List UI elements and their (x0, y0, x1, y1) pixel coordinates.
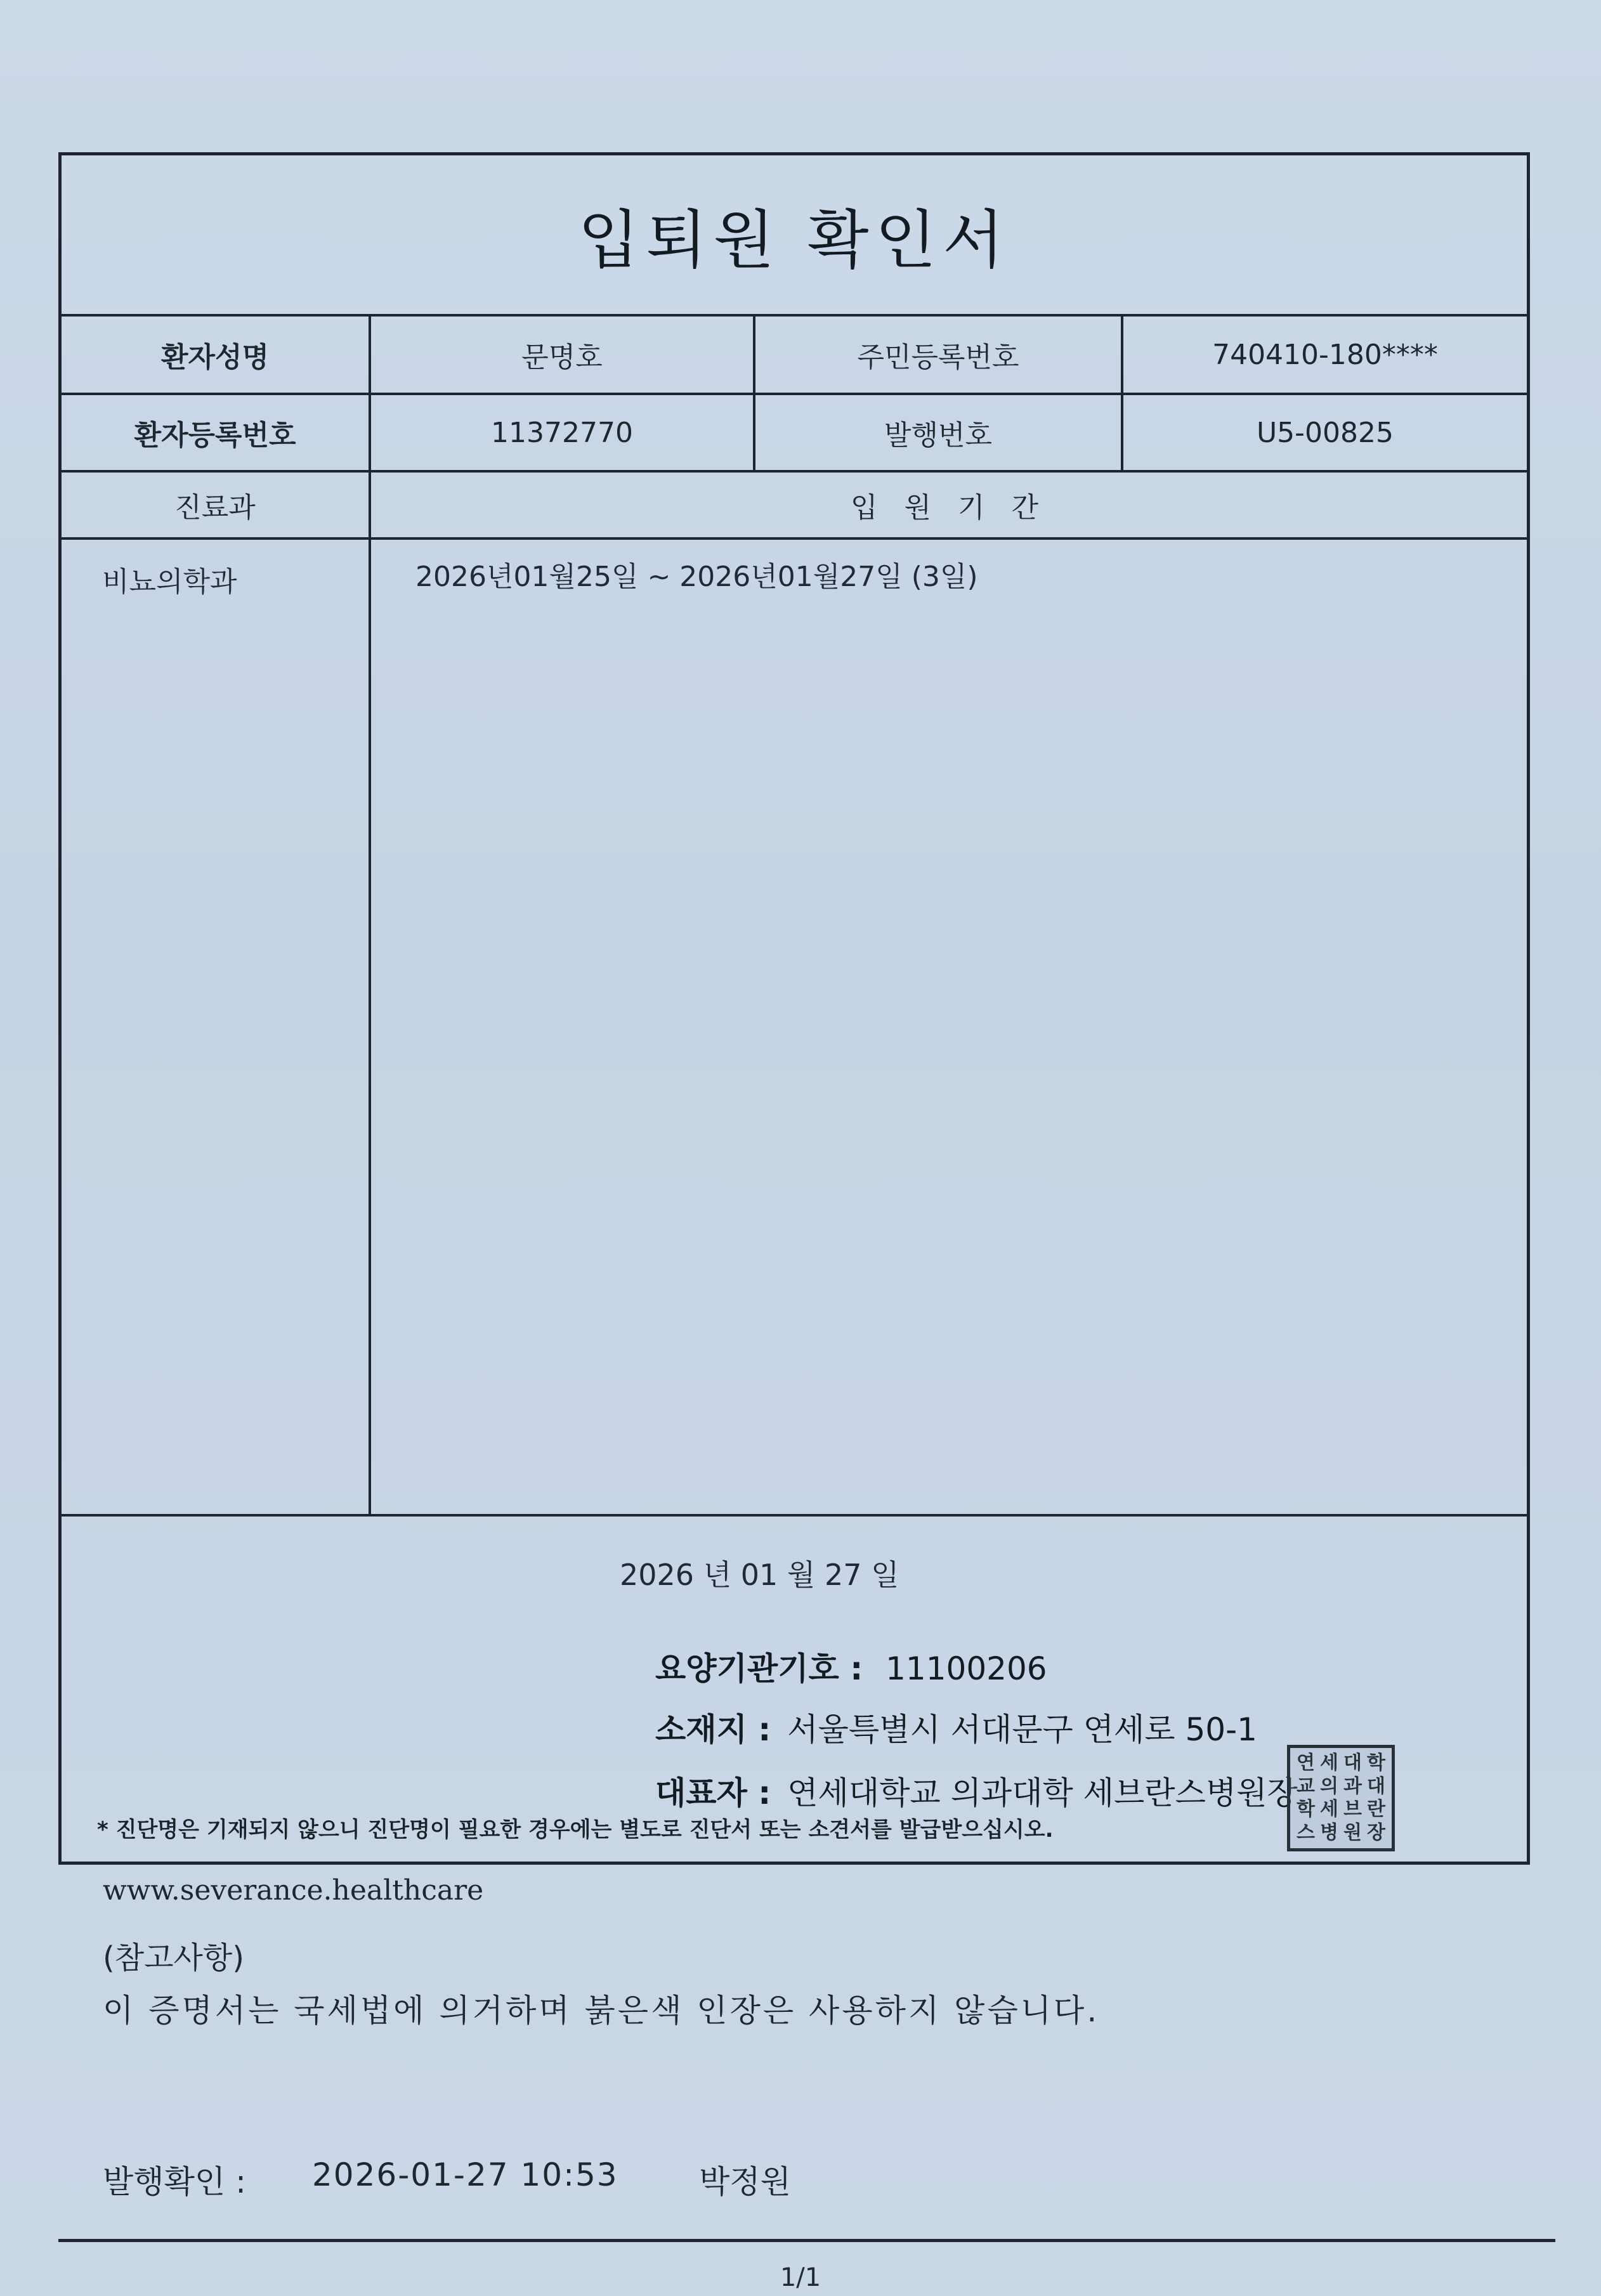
patient-name: 문명호 (371, 316, 755, 393)
address-line (655, 1704, 1257, 1750)
seal-char: 브 (1343, 1798, 1362, 1821)
admission-period: 2026년01월25일 ~ 2026년01월27일 (3일) (415, 561, 978, 593)
registration-number: 11372770 (371, 395, 755, 470)
issue-confirmation (103, 2156, 791, 2202)
website-link[interactable]: www.severance.healthcare (103, 1874, 484, 1907)
issue-number: U5-00825 (1256, 416, 1394, 449)
reference-title: (참고사항) (103, 1940, 244, 1976)
official-seal (1287, 1745, 1395, 1851)
seal-char: 장 (1367, 1821, 1385, 1844)
bottom-divider (58, 2239, 1555, 2242)
seal-char: 세 (1320, 1798, 1338, 1821)
diagnosis-note: * 진단명은 기재되지 않으니 진단명이 필요한 경우에는 별도로 진단서 또는 소견서를 발급받으십시오. (97, 1817, 1054, 1843)
certificate-frame (58, 152, 1530, 1865)
representative-label: 대표자 : (655, 1775, 771, 1811)
admission-details (62, 540, 1527, 1517)
seal-char: 학 (1367, 1752, 1385, 1775)
seal-char: 원 (1343, 1821, 1362, 1844)
title-row (62, 155, 1527, 316)
registration-label: 환자등록번호 (62, 395, 371, 470)
period-label: 입 원 기 간 (851, 492, 1047, 524)
address: 서울특별시 서대문구 연세로 50-1 (787, 1711, 1257, 1748)
rrn-value: 740410-180**** (1212, 338, 1438, 371)
seal-char: 스 (1297, 1821, 1315, 1844)
table-row (62, 473, 1527, 540)
institution-code: 11100206 (885, 1650, 1047, 1687)
department-value: 비뇨의학과 (62, 540, 371, 1514)
seal-char: 학 (1297, 1798, 1315, 1821)
institution-code-label: 요양기관기호 : (655, 1650, 863, 1687)
seal-char: 의 (1320, 1775, 1338, 1797)
confirm-datetime: 2026-01-27 10:53 (312, 2156, 618, 2193)
table-row (62, 395, 1527, 473)
reference-body: 이 증명서는 국세법에 의거하며 붉은색 인장은 사용하지 않습니다. (103, 1992, 1100, 2029)
patient-name-label: 환자성명 (62, 316, 371, 393)
seal-char: 란 (1367, 1798, 1385, 1821)
representative: 연세대학교 의과대학 세브란스병원장 (787, 1775, 1298, 1811)
address-label: 소재지 : (655, 1711, 771, 1748)
document-title: 입퇴원 확인서 (578, 203, 1010, 277)
page-number: 1/1 (780, 2263, 821, 2292)
table-row (62, 316, 1527, 395)
confirm-label: 발행확인 : (103, 2163, 246, 2200)
seal-char: 과 (1343, 1775, 1362, 1797)
issue-number-label: 발행번호 (755, 395, 1123, 470)
representative-line (655, 1768, 1298, 1813)
rrn-label: 주민등록번호 (755, 316, 1123, 393)
issue-date: 2026 년 01 월 27 일 (620, 1558, 899, 1592)
institution-code-line (655, 1643, 1047, 1689)
confirm-issuer: 박정원 (699, 2163, 791, 2200)
seal-char: 병 (1320, 1821, 1338, 1844)
department-label: 진료과 (62, 473, 371, 537)
seal-char: 대 (1367, 1775, 1385, 1797)
seal-char: 연 (1297, 1752, 1315, 1775)
seal-char: 세 (1320, 1752, 1338, 1775)
seal-char: 교 (1297, 1775, 1315, 1797)
seal-char: 대 (1343, 1752, 1362, 1775)
issuer-section (62, 1517, 1527, 1862)
